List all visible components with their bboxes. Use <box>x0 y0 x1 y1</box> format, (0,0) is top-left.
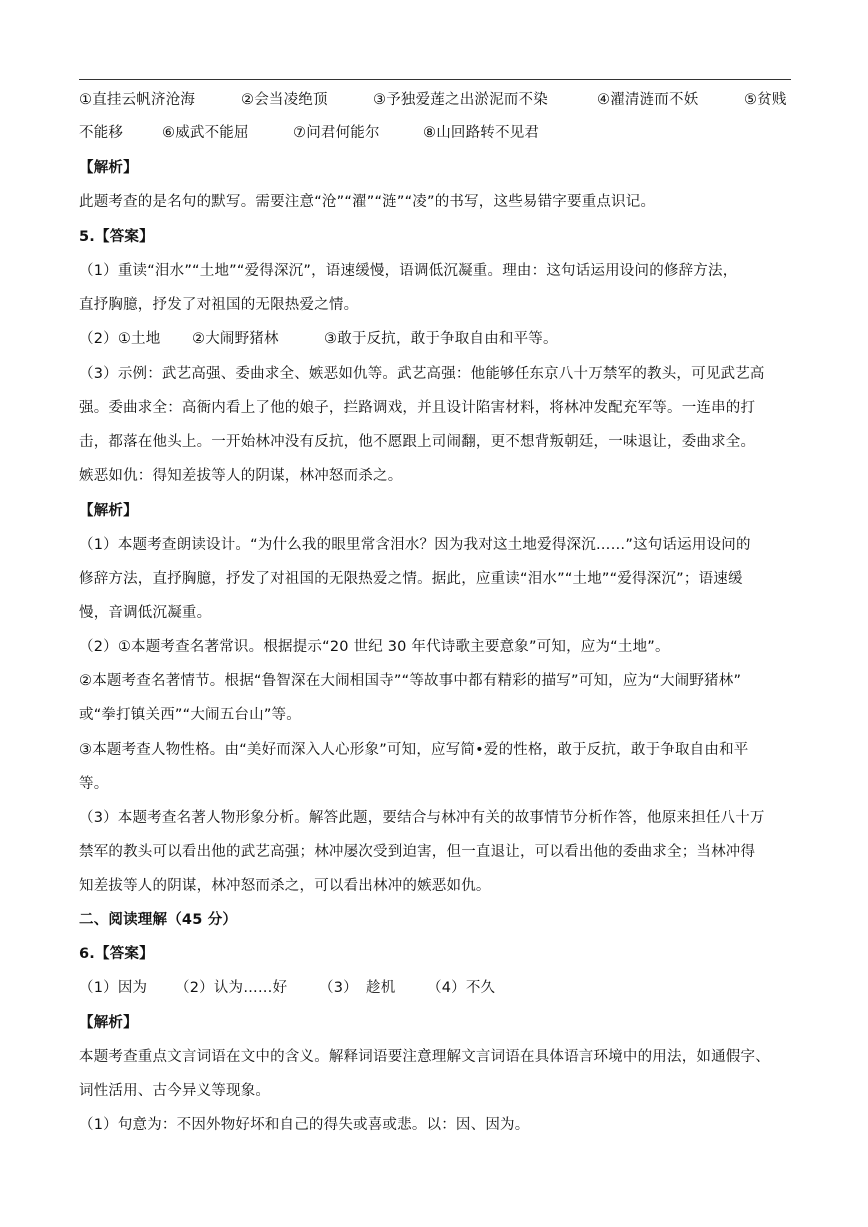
answer-item: ①直挂云帆济沧海 <box>79 92 196 108</box>
answer-item: ⑦问君何能尔 <box>293 125 380 141</box>
answer-item: ⑤贫贱 <box>744 92 787 108</box>
text-line: ②本题考查名著情节。根据“鲁智深在大闹相国寺”“等故事中都有精彩的描写”可知，应为“大闹野猪林” <box>79 673 742 689</box>
text-line: （1）重读“泪水”“土地”“爱得深沉”，语速缓慢，语调低沉凝重。理由：这句话运用设问的修辞方法， <box>79 263 738 279</box>
text-line: ③本题考查人物性格。由“美好而深入人心形象”可知，应写简•爱的性格，敢于反抗，敢于争取自由和平 <box>79 742 749 758</box>
text-line: 强。委曲求全：高衙内看上了他的娘子，拦路调戏，并且设计陷害材料，将林冲发配充军等。一连串的打 <box>79 400 756 416</box>
header-rule <box>79 79 791 80</box>
analysis-heading: 【解析】 <box>79 503 138 519</box>
answer-item: （2）认为……好 <box>175 980 288 996</box>
text-line: （1）句意为：不因外物好坏和自己的得失或喜或悲。以：因、因为。 <box>79 1117 530 1133</box>
text-line: 修辞方法，直抒胸臆，抒发了对祖国的无限热爱之情。据此，应重读“泪水”“土地”“爱得深沉”；语速缓 <box>79 571 743 587</box>
question-6-heading: 6.【答案】 <box>79 946 154 962</box>
text-line: （3）示例：武艺高强、委曲求全、嫉恶如仇等。武艺高强：他能够任东京八十万禁军的教头，可见武艺高 <box>79 366 765 382</box>
question-5-heading: 5.【答案】 <box>79 229 154 245</box>
answer-item: ⑥威武不能屈 <box>162 125 249 141</box>
section-heading: 二、阅读理解（45 分） <box>79 912 238 928</box>
answer-item: ④濯清涟而不妖 <box>597 92 699 108</box>
text-line: 知差拔等人的阴谋，林冲怒而杀之，可以看出林冲的嫉恶如仇。 <box>79 878 491 894</box>
answer-item: ③敢于反抗，敢于争取自由和平等。 <box>324 331 558 347</box>
answer-item: （3） <box>319 980 358 996</box>
answer-item: （1）因为 <box>79 980 148 996</box>
analysis-heading: 【解析】 <box>79 160 138 176</box>
text-line: 或“拳打镇关西”“大闹五台山”等。 <box>79 707 301 723</box>
text-line: 本题考查重点文言词语在文中的含义。解释词语要注意理解文言词语在具体语言环境中的用法，如通假字、 <box>79 1049 770 1065</box>
text-line: （1）本题考查朗读设计。“为什么我的眼里常含泪水？因为我对这土地爱得深沉……”这句话运用设问的 <box>79 537 751 553</box>
answer-item: ③予独爱莲之出淤泥而不染 <box>373 92 548 108</box>
text-line: 词性活用、古今异义等现象。 <box>79 1083 271 1099</box>
text-line: 等。 <box>79 776 109 792</box>
text-line: （2）①本题考查名著常识。根据提示“20 世纪 30 年代诗歌主要意象”可知，应为“土地”。 <box>79 639 670 655</box>
answer-item: ②会当凌绝顶 <box>241 92 328 108</box>
answer-item: （2）①土地 <box>79 331 161 347</box>
answer-item: （4）不久 <box>427 980 496 996</box>
answer-item: ②大闹野猪林 <box>192 331 279 347</box>
answer-item: 趁机 <box>366 980 396 996</box>
text-line: 直抒胸臆，抒发了对祖国的无限热爱之情。 <box>79 297 359 313</box>
analysis-heading: 【解析】 <box>79 1015 138 1031</box>
answer-item: ⑧山回路转不见君 <box>423 125 540 141</box>
text-line: 慢，音调低沉凝重。 <box>79 605 212 621</box>
answer-item: 不能移 <box>79 125 124 141</box>
text-line: 禁军的教头可以看出他的武艺高强；林冲屡次受到迫害，但一直退让，可以看出他的委曲求全；当林冲得 <box>79 844 756 860</box>
text-line: （3）本题考查名著人物形象分析。解答此题，要结合与林冲有关的故事情节分析作答，他原来担任八十万 <box>79 810 765 826</box>
text-line: 嫉恶如仇：得知差拔等人的阴谋，林冲怒而杀之。 <box>79 468 403 484</box>
text-line: 此题考查的是名句的默写。需要注意“沧”“濯”“涟”“凌”的书写，这些易错字要重点识记。 <box>79 194 656 210</box>
text-line: 击，都落在他头上。一开始林冲没有反抗，他不愿跟上司闹翻，更不想背叛朝廷，一味退让，委曲求全。 <box>79 434 756 450</box>
